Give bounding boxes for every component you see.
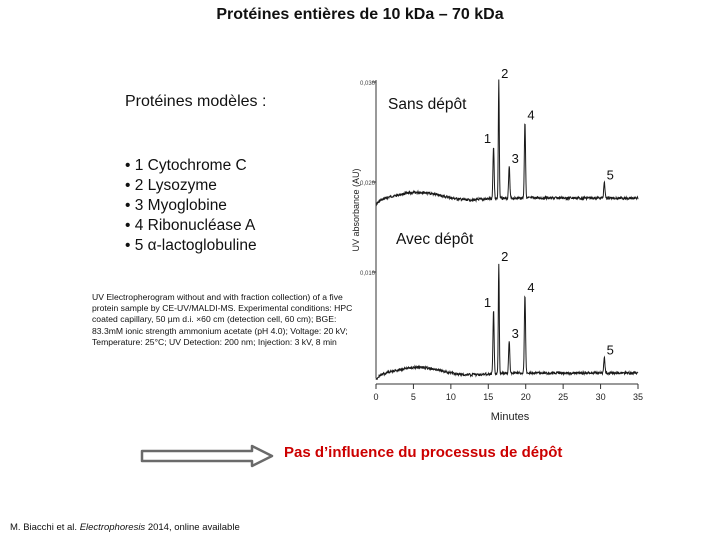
peak-label: 5 [606, 167, 614, 183]
protein-item: • 5 α-lactoglobuline [125, 236, 257, 256]
conclusion-text: Pas d’influence du processus de dépôt [284, 444, 563, 461]
trace-sans-depot [376, 68, 638, 206]
electropherogram-chart [340, 68, 646, 428]
x-tick-label: 20 [520, 392, 531, 402]
peak-label: 1 [483, 295, 492, 311]
series-label-avec-depot: Avec dépôt [396, 231, 474, 248]
right-arrow-icon [140, 444, 275, 468]
figure-caption: UV Electropherogram without and with fraction collection) of a five protein sample by CE-UV/MALDI-MS. Experimental conditions: HPC coated capillary, 50 µm d.i. ×60 cm (detection cell, 60 cm); BGE: 83.3mM ionic strength ammonium acetate (pH 4.0); Voltage: 20 kV; Temperature: 25°C; UV Detection: 200 nm; Injection: 3 kV, 8 min [92, 292, 353, 347]
y-tick-label: 0,010 [359, 271, 375, 277]
series-label-sans-depot: Sans dépôt [388, 96, 467, 113]
peak-label: 4 [527, 279, 535, 295]
peak-label: 3 [511, 151, 519, 166]
x-tick-label: 30 [595, 392, 606, 402]
reference-journal: Electrophoresis [79, 522, 146, 533]
x-tick-label: 25 [558, 392, 569, 402]
x-axis-label: Minutes [490, 411, 530, 423]
peak-label: 2 [501, 68, 509, 81]
x-tick-label: 15 [483, 392, 494, 402]
peak-label: 2 [501, 249, 509, 264]
x-tick-label: 35 [632, 392, 644, 402]
protein-item: • 4 Ribonucléase A [125, 216, 257, 236]
y-axis-label: UV absorbance (AU) [351, 168, 361, 252]
trace-avec-depot [376, 249, 638, 380]
protein-item: • 2 Lysozyme [125, 176, 257, 196]
x-tick-label: 10 [445, 392, 456, 402]
reference-details: 2014, online available [147, 522, 240, 533]
peak-label: 4 [527, 107, 535, 123]
models-heading: Protéines modèles : [125, 93, 267, 110]
protein-list [125, 156, 257, 256]
y-tick-label: 0,030 [359, 81, 375, 87]
reference-authors: M. Biacchi et al. [10, 522, 78, 533]
x-tick-label: 5 [410, 392, 416, 402]
protein-item: • 1 Cytochrome C [125, 156, 257, 176]
protein-item: • 3 Myoglobine [125, 196, 257, 216]
x-tick-label: 0 [373, 392, 379, 402]
y-tick-label: 0,020 [359, 181, 375, 187]
peak-label: 1 [483, 130, 492, 146]
slide-title: Protéines entières de 10 kDa – 70 kDa [216, 6, 504, 23]
reference-citation [10, 522, 240, 533]
peak-label: 3 [511, 326, 519, 341]
peak-label: 5 [606, 342, 614, 358]
